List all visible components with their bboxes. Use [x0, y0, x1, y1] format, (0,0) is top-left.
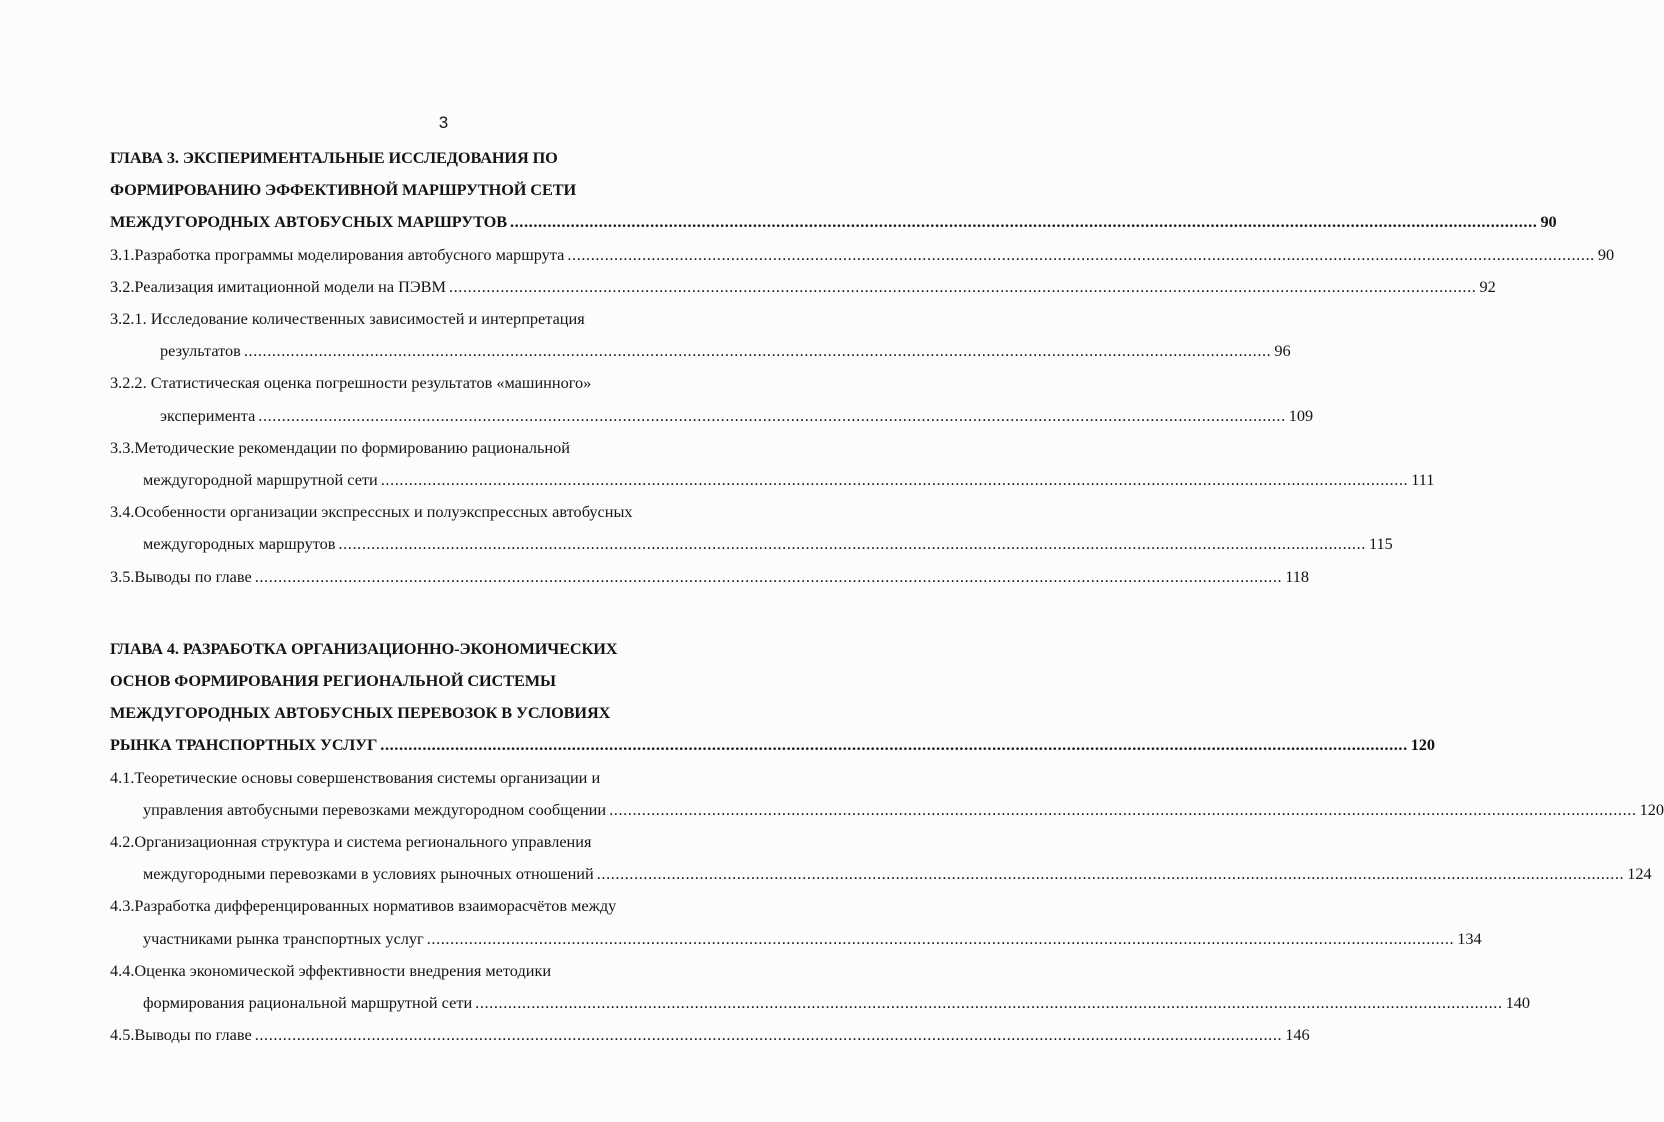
page-ref: 120: [1639, 799, 1664, 819]
page-ref: 90: [1540, 212, 1557, 232]
dot-leader: ............................................................................................................................................................................................................................: [258, 405, 1286, 425]
toc-entry: [110, 303, 1291, 367]
chapter-4-heading: [110, 633, 1435, 762]
page-ref: 140: [1505, 993, 1531, 1013]
chapter-title-line: ГЛАВА 4. РАЗРАБОТКА ОРГАНИЗАЦИОННО-ЭКОНОМИЧЕСКИХ: [110, 638, 618, 658]
chapter-title-line: МЕЖДУГОРОДНЫХ АВТОБУСНЫХ ПЕРЕВОЗОК В УСЛОВИЯХ: [110, 703, 611, 723]
dot-leader: ............................................................................................................................................................................................................................: [448, 276, 1477, 296]
chapter-3-heading: [110, 142, 1557, 239]
chapter-title-line: РЫНКА ТРАНСПОРТНЫХ УСЛУГ: [110, 735, 378, 755]
entry-title: 3.1.Разработка программы моделирования автобусного маршрута: [110, 244, 565, 264]
entry-title-line2: [110, 794, 1664, 826]
toc-entry: [110, 955, 1531, 1019]
dot-leader: ............................................................................................................................................................................................................................: [254, 566, 1283, 586]
dot-leader: ............................................................................................................................................................................................................................: [254, 1025, 1283, 1045]
toc-entry: [110, 1019, 1310, 1051]
toc-entry: [110, 762, 1664, 826]
dot-leader: ............................................................................................................................................................................................................................: [380, 470, 1409, 490]
entry-title: участниками рынка транспортных услуг: [143, 928, 424, 948]
chapter-title-line: ГЛАВА 3. ЭКСПЕРИМЕНТАЛЬНЫЕ ИССЛЕДОВАНИЯ ПО: [110, 148, 558, 167]
entry-title-line1: 3.3.Методические рекомендации по формированию рациональной: [110, 437, 570, 457]
page-ref: 146: [1285, 1025, 1310, 1045]
toc-entry: [110, 206, 1557, 238]
toc-entry: [110, 496, 1393, 560]
entry-title-line1: 4.2.Организационная структура и система регионального управления: [110, 832, 592, 852]
toc-entry: [110, 271, 1496, 303]
chapter-title-line: ОСНОВ ФОРМИРОВАНИЯ РЕГИОНАЛЬНОЙ СИСТЕМЫ: [110, 671, 556, 691]
toc-entry: [110, 561, 1310, 593]
toc-entry: [110, 367, 1314, 431]
dot-leader: ............................................................................................................................................................................................................................: [426, 928, 1455, 948]
page-ref: 115: [1368, 534, 1393, 554]
entry-title-line2: [110, 400, 1314, 432]
entry-title-line1: 3.2.1. Исследование количественных зависимостей и интерпретация: [110, 309, 585, 329]
entry-title: междугородных маршрутов: [143, 534, 336, 554]
dot-leader: ............................................................................................................................................................................................................................: [243, 341, 1272, 361]
entry-title-line1: 3.4.Особенности организации экспрессных и полуэкспрессных автобусных: [110, 502, 633, 522]
entry-title: формирования рациональной маршрутной сети: [143, 993, 473, 1013]
entry-title-line1: 4.3.Разработка дифференцированных нормативов взаиморасчётов между: [110, 896, 617, 916]
entry-title-line2: [110, 528, 1393, 560]
entry-title-line1: 4.4.Оценка экономической эффективности внедрения методики: [110, 960, 552, 980]
dot-leader: ............................................................................................................................................................................................................................: [338, 534, 1366, 554]
entry-title-line2: [110, 335, 1291, 367]
entry-title-line2: [110, 923, 1482, 955]
entry-title-line1: 3.2.2. Статистическая оценка погрешности результатов «машинного»: [110, 373, 592, 393]
entry-title: эксперимента: [160, 405, 256, 425]
page-ref: 92: [1479, 276, 1496, 296]
page-number: 3: [438, 113, 449, 132]
entry-title: междугородными перевозками в условиях рыночных отношений: [143, 864, 594, 884]
toc-entry: [110, 890, 1482, 954]
dot-leader: ............................................................................................................................................................................................................................: [475, 993, 1503, 1013]
page-ref: 90: [1597, 244, 1615, 264]
entry-title-line2: [110, 858, 1652, 890]
entry-title-line2: [110, 464, 1435, 496]
toc-entry: [110, 432, 1435, 496]
entry-title: 3.5.Выводы по главе: [110, 566, 252, 586]
page-ref: 96: [1274, 341, 1291, 361]
entry-title: управления автобусными перевозками междугородном сообщении: [143, 799, 607, 819]
entry-title-line2: [110, 987, 1531, 1019]
page-ref: 120: [1410, 735, 1435, 755]
dot-leader: ............................................................................................................................................................................................................................: [596, 864, 1625, 884]
entry-title: 3.2.Реализация имитационной модели на ПЭВМ: [110, 276, 446, 296]
chapter-title-line: МЕЖДУГОРОДНЫХ АВТОБУСНЫХ МАРШРУТОВ: [110, 212, 507, 232]
page-ref: 134: [1457, 928, 1482, 948]
chapter-spacer: [110, 593, 729, 633]
dot-leader: ............................................................................................................................................................................................................................: [509, 212, 1538, 232]
page-ref: 111: [1411, 470, 1435, 490]
toc-entry: [110, 729, 1435, 761]
dot-leader: ............................................................................................................................................................................................................................: [567, 244, 1595, 264]
dot-leader: ............................................................................................................................................................................................................................: [609, 799, 1637, 819]
table-of-contents: [110, 142, 1664, 1051]
entry-title: результатов: [160, 341, 241, 361]
chapter-title-line: ФОРМИРОВАНИЮ ЭФФЕКТИВНОЙ МАРШРУТНОЙ СЕТИ: [110, 180, 577, 200]
entry-title: междугородной маршрутной сети: [143, 470, 378, 490]
page-ref: 124: [1627, 864, 1652, 884]
dot-leader: ............................................................................................................................................................................................................................: [380, 735, 1408, 755]
entry-title: 4.5.Выводы по главе: [110, 1025, 252, 1045]
toc-entry: [110, 239, 1615, 271]
page-ref: 109: [1288, 405, 1314, 425]
entry-title-line1: 4.1.Теоретические основы совершенствования системы организации и: [110, 767, 601, 787]
toc-entry: [110, 826, 1652, 890]
page-ref: 118: [1285, 566, 1310, 586]
